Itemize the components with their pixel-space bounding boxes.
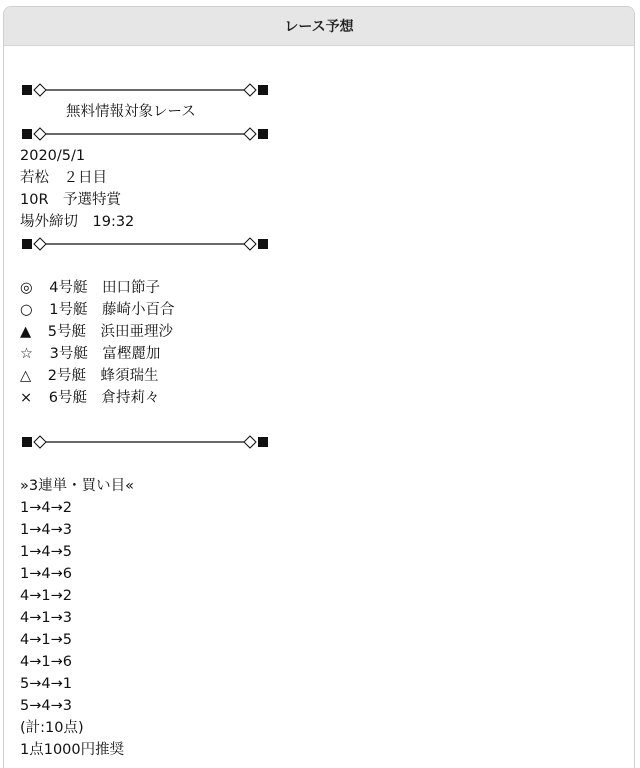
bet-combo: 1→4→3	[20, 522, 72, 538]
prediction-racer: 3号艇 富樫麗加	[49, 346, 161, 362]
prediction-mark: △	[20, 368, 32, 384]
decorative-divider	[20, 431, 272, 453]
bet-combo: 4→1→3	[20, 610, 72, 626]
prediction-racer: 2号艇 蜂須瑞生	[47, 368, 159, 384]
bet-combo: 1→4→6	[20, 566, 72, 582]
decorative-divider	[20, 123, 272, 145]
race-venue: 若松 ２日目	[20, 170, 107, 186]
bet-combo: 4→1→5	[20, 632, 72, 648]
bet-combo: 1→4→5	[20, 544, 72, 560]
prediction-mark: ◎	[20, 280, 33, 296]
race-name: 10R 予選特賞	[20, 192, 122, 208]
prediction-row	[20, 321, 173, 343]
bet-combo: 5→4→3	[20, 698, 72, 714]
prediction-row	[20, 299, 175, 321]
bets-total: (計:10点)	[20, 720, 84, 736]
prediction-row	[20, 277, 160, 299]
race-deadline: 場外締切 19:32	[20, 214, 135, 230]
bet-combo: 4→1→2	[20, 588, 72, 604]
race-date: 2020/5/1	[20, 148, 86, 164]
bets-recommendation: 1点1000円推奨	[20, 742, 125, 758]
prediction-mark: ×	[20, 390, 33, 406]
prediction-racer: 5号艇 浜田亜理沙	[47, 324, 173, 340]
bets-heading: »3連単・買い目«	[20, 478, 134, 494]
prediction-racer: 1号艇 藤崎小百合	[49, 302, 175, 318]
prediction-mark: ☆	[20, 346, 33, 362]
decorative-divider	[20, 79, 272, 101]
prediction-row	[20, 387, 160, 409]
prediction-row	[20, 343, 160, 365]
prediction-mark: ▲	[20, 324, 32, 340]
prediction-racer: 4号艇 田口節子	[49, 280, 160, 296]
decorative-divider	[20, 233, 272, 255]
panel-title: レース予想	[4, 7, 634, 46]
prediction-row	[20, 365, 159, 387]
bet-combo: 1→4→2	[20, 500, 72, 516]
bet-combo: 4→1→6	[20, 654, 72, 670]
bet-combo: 5→4→1	[20, 676, 72, 692]
prediction-mark: ○	[20, 302, 33, 318]
prediction-racer: 6号艇 倉持莉々	[48, 390, 160, 406]
free-info-banner: 無料情報対象レース	[66, 104, 196, 120]
